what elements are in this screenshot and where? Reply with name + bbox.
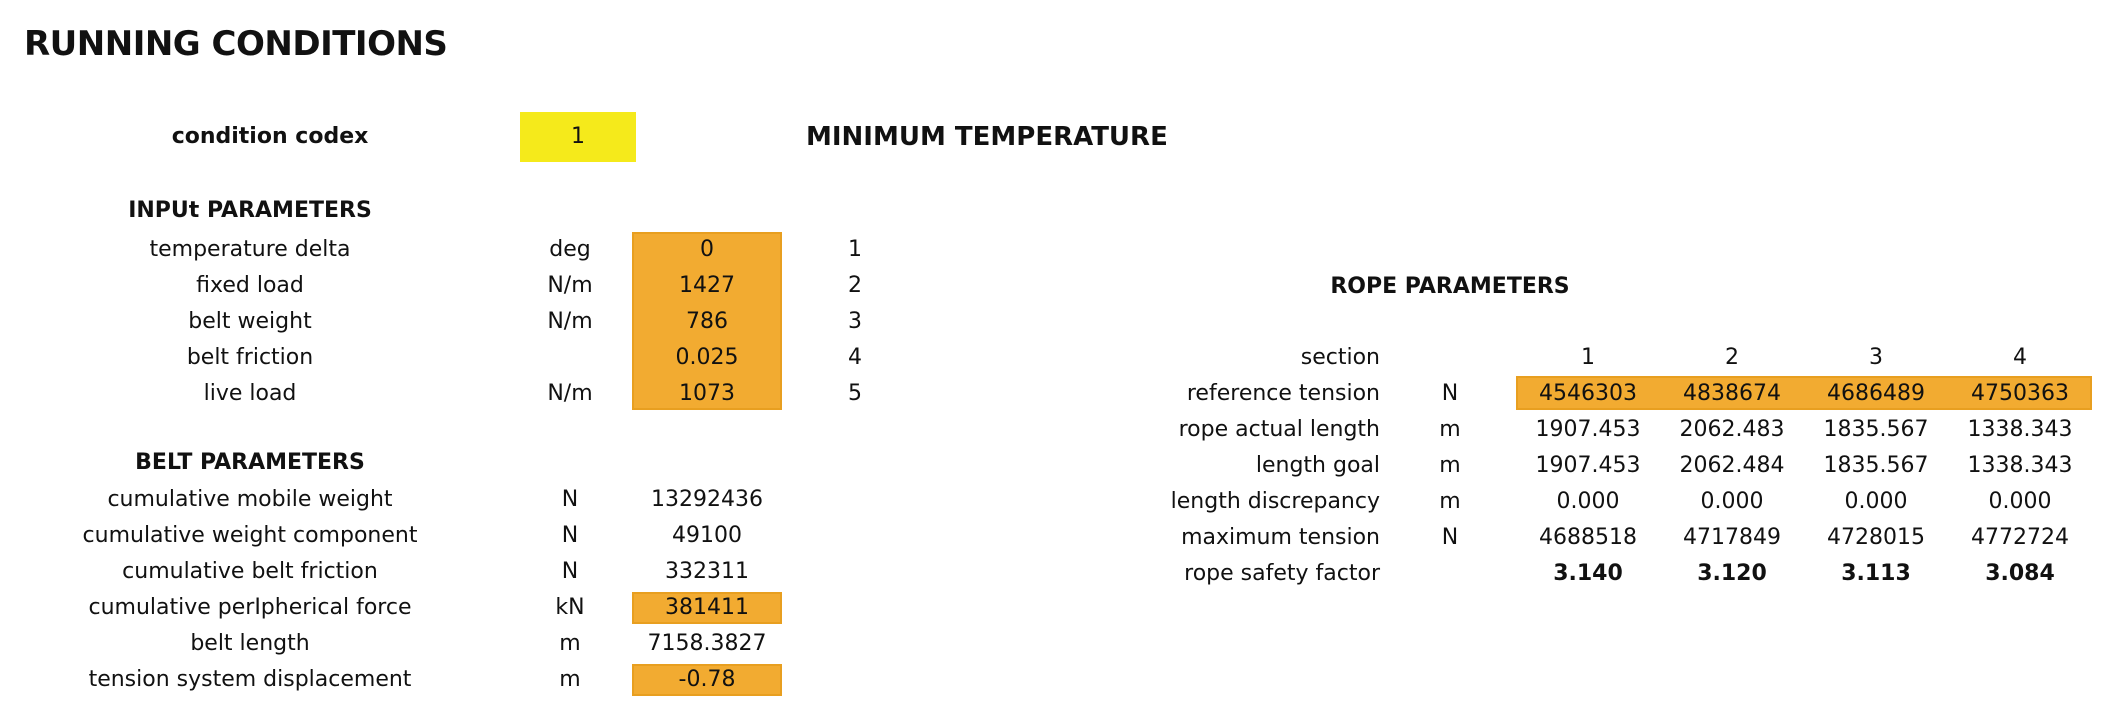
rope-label: rope actual length bbox=[1178, 417, 1380, 442]
input-index: 1 bbox=[848, 237, 862, 262]
belt-value-cell[interactable]: 49100 bbox=[672, 523, 742, 548]
rope-unit: N bbox=[1441, 525, 1459, 550]
input-label: fixed load bbox=[196, 273, 304, 298]
belt-value-cell[interactable]: 13292436 bbox=[651, 487, 763, 512]
belt-value-cell[interactable]: 7158.3827 bbox=[647, 631, 767, 656]
input-value-cell[interactable]: 1427 bbox=[679, 273, 735, 298]
rope-value-cell[interactable]: 1835.567 bbox=[1823, 417, 1929, 442]
input-value-cell[interactable]: 1073 bbox=[679, 381, 735, 406]
input-parameters-title: INPUt PARAMETERS bbox=[128, 198, 372, 223]
input-unit: N/m bbox=[547, 309, 593, 334]
rope-label: length discrepancy bbox=[1170, 489, 1380, 514]
input-unit: N/m bbox=[547, 381, 593, 406]
belt-unit: N bbox=[561, 523, 579, 548]
safety-factor-cell[interactable]: 3.084 bbox=[1985, 561, 2055, 586]
input-index: 2 bbox=[848, 273, 862, 298]
input-label: temperature delta bbox=[149, 237, 351, 262]
safety-factor-cell[interactable]: 3.140 bbox=[1553, 561, 1623, 586]
rope-label: length goal bbox=[1255, 453, 1380, 478]
belt-row bbox=[0, 662, 1000, 698]
rope-row bbox=[0, 412, 2126, 448]
belt-parameters-title: BELT PARAMETERS bbox=[135, 450, 365, 475]
rope-row bbox=[0, 376, 2126, 412]
condition-codex-cell[interactable]: 1 bbox=[520, 112, 636, 162]
belt-label: cumulative perIpherical force bbox=[88, 595, 412, 620]
belt-value-cell[interactable]: 332311 bbox=[665, 559, 749, 584]
rope-row bbox=[0, 520, 2126, 556]
condition-codex-label: condition codex bbox=[171, 124, 369, 149]
safety-factor-cell[interactable]: 3.120 bbox=[1697, 561, 1767, 586]
rope-row bbox=[0, 484, 2126, 520]
belt-row bbox=[0, 590, 1000, 626]
input-value-cell[interactable]: 0 bbox=[700, 237, 714, 262]
rope-row-section bbox=[0, 340, 2126, 376]
rope-value-cell[interactable]: 1835.567 bbox=[1823, 453, 1929, 478]
belt-label: cumulative mobile weight bbox=[107, 487, 393, 512]
rope-unit: m bbox=[1439, 417, 1461, 442]
belt-unit: kN bbox=[555, 595, 585, 620]
rope-value-cell[interactable]: 4750363 bbox=[1971, 381, 2069, 406]
input-index: 4 bbox=[848, 345, 862, 370]
rope-value-cell[interactable]: 4686489 bbox=[1827, 381, 1925, 406]
rope-unit: m bbox=[1439, 489, 1461, 514]
rope-value-cell[interactable]: 0.000 bbox=[1988, 489, 2052, 514]
rope-value-cell[interactable]: 1907.453 bbox=[1535, 417, 1641, 442]
belt-label: tension system displacement bbox=[88, 667, 412, 692]
condition-name: MINIMUM TEMPERATURE bbox=[806, 122, 1168, 152]
input-row bbox=[0, 304, 1000, 340]
rope-value-cell[interactable]: 4838674 bbox=[1683, 381, 1781, 406]
input-row bbox=[0, 232, 1000, 268]
rope-value-cell[interactable]: 4546303 bbox=[1539, 381, 1637, 406]
belt-label: belt length bbox=[190, 631, 310, 656]
rope-value-cell[interactable]: 1907.453 bbox=[1535, 453, 1641, 478]
input-unit: N/m bbox=[547, 273, 593, 298]
section-header-cell: 3 bbox=[1869, 345, 1883, 370]
input-label: belt weight bbox=[188, 309, 312, 334]
rope-value-cell[interactable]: 2062.483 bbox=[1679, 417, 1785, 442]
rope-row-safety-factor bbox=[0, 556, 2126, 592]
rope-value-cell[interactable]: 2062.484 bbox=[1679, 453, 1785, 478]
input-label: belt friction bbox=[186, 345, 314, 370]
rope-row bbox=[0, 448, 2126, 484]
rope-label: rope safety factor bbox=[1184, 561, 1380, 586]
rope-label: maximum tension bbox=[1181, 525, 1380, 550]
rope-value-cell[interactable]: 1338.343 bbox=[1967, 453, 2073, 478]
input-label: live load bbox=[203, 381, 297, 406]
rope-value-cell[interactable]: 0.000 bbox=[1556, 489, 1620, 514]
page-title: RUNNING CONDITIONS bbox=[24, 24, 448, 64]
rope-label: section bbox=[1300, 345, 1380, 370]
input-value-cell[interactable]: 0.025 bbox=[675, 345, 739, 370]
belt-unit: N bbox=[561, 559, 579, 584]
belt-unit: N bbox=[561, 487, 579, 512]
input-index: 5 bbox=[848, 381, 862, 406]
belt-label: cumulative belt friction bbox=[122, 559, 378, 584]
rope-value-cell[interactable]: 4772724 bbox=[1971, 525, 2069, 550]
rope-value-cell[interactable]: 0.000 bbox=[1844, 489, 1908, 514]
rope-label: reference tension bbox=[1186, 381, 1380, 406]
input-row bbox=[0, 268, 1000, 304]
section-header-cell: 1 bbox=[1581, 345, 1595, 370]
input-unit: deg bbox=[549, 237, 591, 262]
rope-parameters-title: ROPE PARAMETERS bbox=[1330, 274, 1570, 299]
input-value-cell[interactable]: 786 bbox=[686, 309, 728, 334]
rope-value-cell[interactable]: 4688518 bbox=[1539, 525, 1637, 550]
belt-unit: m bbox=[559, 631, 581, 656]
belt-row bbox=[0, 626, 1000, 662]
rope-value-cell[interactable]: 4728015 bbox=[1827, 525, 1925, 550]
belt-value-cell-highlighted[interactable]: 381411 bbox=[632, 592, 782, 624]
safety-factor-cell[interactable]: 3.113 bbox=[1841, 561, 1911, 586]
rope-unit: m bbox=[1439, 453, 1461, 478]
belt-value-cell-highlighted[interactable]: -0.78 bbox=[632, 664, 782, 696]
rope-unit: N bbox=[1441, 381, 1459, 406]
rope-value-cell[interactable]: 0.000 bbox=[1700, 489, 1764, 514]
input-index: 3 bbox=[848, 309, 862, 334]
belt-unit: m bbox=[559, 667, 581, 692]
rope-value-cell[interactable]: 1338.343 bbox=[1967, 417, 2073, 442]
section-header-cell: 2 bbox=[1725, 345, 1739, 370]
rope-value-cell[interactable]: 4717849 bbox=[1683, 525, 1781, 550]
belt-label: cumulative weight component bbox=[82, 523, 418, 548]
section-header-cell: 4 bbox=[2013, 345, 2027, 370]
